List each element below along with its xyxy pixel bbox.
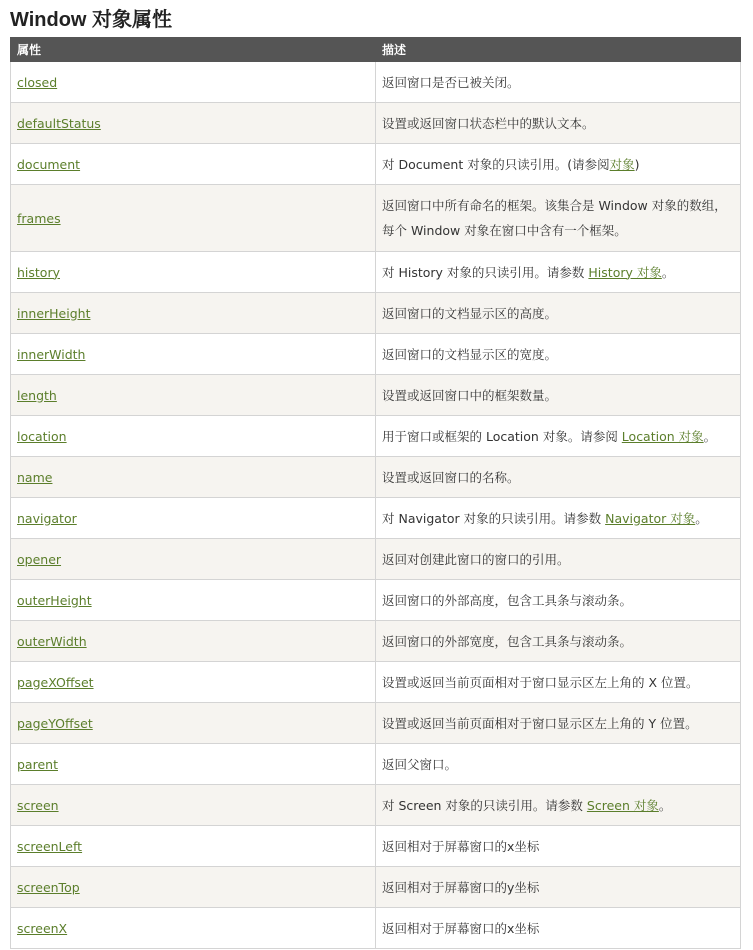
description-text: 返回窗口的外部宽度，包含工具条与滚动条。 [382, 633, 633, 649]
table-header-row [11, 38, 741, 62]
table-row [11, 416, 741, 457]
table-row [11, 293, 741, 334]
description-text: 返回父窗口。 [382, 756, 458, 772]
description-text: 用于窗口或框架的 Location 对象。请参阅 [382, 428, 622, 444]
description-text: 对 Navigator 对象的只读引用。请参数 [382, 510, 606, 526]
description-cell [376, 144, 741, 185]
property-link[interactable]: pageYOffset [17, 715, 93, 731]
description-text-after: 。 [695, 510, 708, 526]
description-cell [376, 703, 741, 744]
description-text: 对 Document 对象的只读引用。(请参阅 [382, 156, 610, 172]
description-cell [376, 375, 741, 416]
property-link[interactable]: screenX [17, 920, 68, 936]
description-cell [376, 416, 741, 457]
description-text-after: ) [634, 156, 640, 172]
table-row [11, 621, 741, 662]
description-text: 设置或返回窗口的名称。 [382, 469, 520, 485]
description-text: 设置或返回当前页面相对于窗口显示区左上角的 X 位置。 [382, 674, 699, 690]
table-row [11, 252, 741, 293]
description-text-after: 。 [703, 428, 717, 444]
property-cell [11, 580, 376, 621]
table-row [11, 457, 741, 498]
property-link[interactable]: navigator [17, 510, 77, 526]
table-row [11, 580, 741, 621]
description-text: 设置或返回窗口中的框架数量。 [382, 387, 558, 403]
property-link[interactable]: parent [17, 756, 58, 772]
property-cell [11, 62, 376, 103]
table-row [11, 103, 741, 144]
table-row [11, 908, 741, 949]
window-properties-table [10, 37, 741, 949]
description-cell [376, 498, 741, 539]
description-cell [376, 662, 741, 703]
table-row [11, 785, 741, 826]
property-cell [11, 185, 376, 252]
description-cell [376, 293, 741, 334]
reference-link[interactable]: Location 对象 [621, 428, 704, 444]
description-text: 返回窗口是否已被关闭。 [382, 74, 520, 90]
property-link[interactable]: defaultStatus [17, 115, 101, 131]
property-link[interactable]: innerHeight [17, 305, 91, 321]
property-cell [11, 375, 376, 416]
description-cell [376, 580, 741, 621]
table-row [11, 744, 741, 785]
table-row [11, 498, 741, 539]
description-cell [376, 826, 741, 867]
property-cell [11, 457, 376, 498]
description-cell [376, 62, 741, 103]
property-link[interactable]: outerWidth [17, 633, 87, 649]
property-link[interactable]: screenLeft [17, 838, 83, 854]
description-cell [376, 744, 741, 785]
description-cell [376, 103, 741, 144]
property-link[interactable]: screenTop [17, 879, 80, 895]
description-text: 返回窗口的文档显示区的宽度。 [382, 346, 558, 362]
description-text: 返回对创建此窗口的窗口的引用。 [382, 551, 570, 567]
description-cell [376, 252, 741, 293]
property-cell [11, 662, 376, 703]
property-cell [11, 539, 376, 580]
property-link[interactable]: frames [17, 210, 61, 226]
description-text-after: 。 [658, 797, 672, 813]
property-link[interactable]: outerHeight [17, 592, 92, 608]
property-cell [11, 621, 376, 662]
property-cell [11, 416, 376, 457]
header-property: 属性 [11, 38, 376, 62]
table-row [11, 539, 741, 580]
description-text: 设置或返回当前页面相对于窗口显示区左上角的 Y 位置。 [382, 715, 698, 731]
property-cell [11, 144, 376, 185]
property-cell [11, 744, 376, 785]
table-row [11, 826, 741, 867]
property-cell [11, 908, 376, 949]
description-text: 返回相对于屏幕窗口的x坐标 [382, 920, 540, 936]
table-row [11, 62, 741, 103]
header-description: 描述 [376, 38, 741, 62]
property-cell [11, 867, 376, 908]
property-link[interactable]: name [17, 469, 53, 485]
description-text: 返回相对于屏幕窗口的x坐标 [382, 838, 540, 854]
description-cell [376, 539, 741, 580]
table-row [11, 867, 741, 908]
property-link[interactable]: closed [17, 74, 58, 90]
table-row [11, 662, 741, 703]
reference-link[interactable]: Screen 对象 [586, 797, 659, 813]
description-text: 返回相对于屏幕窗口的y坐标 [382, 879, 540, 895]
table-row [11, 334, 741, 375]
description-cell [376, 785, 741, 826]
description-text: 对 Screen 对象的只读引用。请参数 [382, 797, 587, 813]
reference-link[interactable]: History 对象 [588, 264, 662, 280]
description-text-after: 。 [661, 264, 675, 280]
description-cell [376, 185, 741, 252]
description-text: 返回窗口的外部高度，包含工具条与滚动条。 [382, 592, 633, 608]
property-link[interactable]: innerWidth [17, 346, 86, 362]
table-body [11, 62, 741, 949]
table-row [11, 703, 741, 744]
property-cell [11, 334, 376, 375]
property-cell [11, 498, 376, 539]
property-link[interactable]: location [17, 428, 67, 444]
description-text: 返回窗口的文档显示区的高度。 [382, 305, 558, 321]
property-cell [11, 785, 376, 826]
property-link[interactable]: length [17, 387, 57, 403]
description-text: 对 History 对象的只读引用。请参数 [382, 264, 589, 280]
description-cell [376, 621, 741, 662]
description-text: 设置或返回窗口状态栏中的默认文本。 [382, 115, 595, 131]
property-cell [11, 826, 376, 867]
reference-link[interactable]: 对象 [609, 156, 635, 172]
table-row [11, 185, 741, 252]
property-link[interactable]: pageXOffset [17, 674, 94, 690]
description-cell [376, 867, 741, 908]
property-link[interactable]: screen [17, 797, 59, 813]
reference-link[interactable]: Navigator 对象 [605, 510, 696, 526]
page-title: Window 对象属性 [10, 9, 173, 31]
property-cell [11, 103, 376, 144]
description-cell [376, 334, 741, 375]
property-link[interactable]: opener [17, 551, 62, 567]
property-link[interactable]: history [17, 264, 60, 280]
property-link[interactable]: document [17, 156, 81, 172]
property-cell [11, 293, 376, 334]
table-row [11, 144, 741, 185]
description-cell [376, 457, 741, 498]
property-cell [11, 252, 376, 293]
description-text: 返回窗口中所有命名的框架。该集合是 Window 对象的数组，每个 Window 对象在窗口中含有一个框架。 [382, 198, 727, 238]
property-cell [11, 703, 376, 744]
table-row [11, 375, 741, 416]
description-cell [376, 908, 741, 949]
